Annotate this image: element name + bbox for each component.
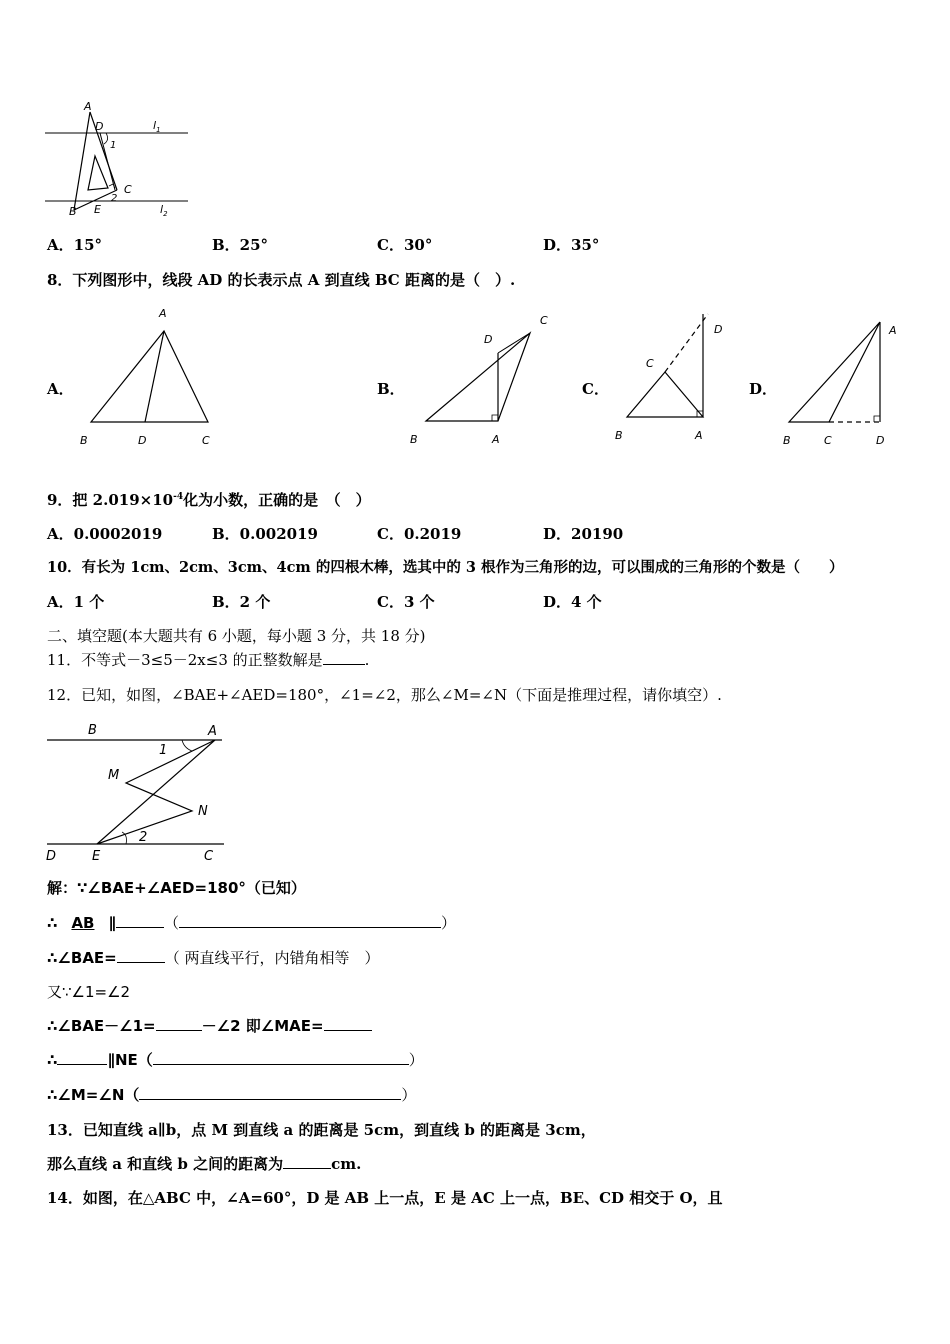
q12-figure	[42, 718, 232, 866]
q12-sol6-pre: ∴	[47, 1051, 58, 1069]
q13-stem-line-1: 13．已知直线 a∥b，点 M 到直线 a 的距离是 5cm，到直线 b 的距离是 3cm，	[47, 1121, 596, 1139]
q12-sol3-post: （ 两直线平行，内错角相等 ）	[164, 949, 380, 967]
q12-sol5-blank-1[interactable]	[156, 1016, 202, 1031]
triangle-ruler-inner	[88, 156, 108, 190]
q8-figure-b	[400, 308, 560, 453]
q13-line2-post: cm.	[331, 1155, 362, 1173]
q9-option-c[interactable]: C．0.2019	[377, 525, 462, 543]
fig12-label-d: D	[46, 849, 57, 864]
angle-1-arc	[182, 740, 192, 751]
angle-1-arc	[104, 133, 108, 144]
triangle-abc	[91, 331, 208, 422]
fig12-label-e: E	[92, 849, 101, 864]
q11-answer-blank[interactable]	[323, 650, 365, 665]
figb-label-b: B	[410, 433, 418, 446]
q12-sol7-post: ）	[401, 1086, 417, 1104]
figc-label-b: B	[615, 429, 623, 442]
q8-stem: 8．下列图形中，线段 AD 的长表示点 A 到直线 BC 距离的是（ ）.	[47, 271, 516, 289]
segment-ae	[97, 740, 215, 844]
q9-option-b[interactable]: B．0.002019	[212, 525, 318, 543]
fig7-label-e: E	[94, 203, 101, 216]
q12-sol2-parallel: ∥	[108, 914, 116, 932]
q12-solution-line-5	[47, 1016, 372, 1036]
fig12-label-c: C	[204, 849, 214, 864]
q12-sol6-mid: ∥NE（	[107, 1051, 153, 1069]
q10-option-a[interactable]: A．1 个	[47, 593, 105, 611]
q12-solution-line-7	[47, 1085, 416, 1105]
q7-option-d[interactable]: D．35°	[543, 236, 600, 254]
q12-sol3-blank[interactable]	[117, 948, 165, 963]
fig7-label-l2: $l_2$	[160, 203, 168, 218]
q12-sol2-answer-ab: AB	[71, 914, 95, 932]
figc-label-d: D	[714, 323, 723, 336]
q8-figure-a	[75, 302, 235, 452]
fig7-label-c: C	[124, 183, 132, 196]
q12-stem: 12．已知，如图，∠BAE+∠AED=180°，∠1=∠2，那么∠M=∠N（下面是推理过程，请你填空）.	[47, 686, 722, 704]
q12-solution-line-2	[47, 913, 456, 933]
q11-stem	[47, 650, 369, 670]
q8-option-a-label[interactable]: A．	[47, 380, 74, 398]
q12-sol6-blank-reason[interactable]	[153, 1050, 409, 1065]
q7-option-a[interactable]: A．15°	[47, 236, 103, 254]
fig7-label-l1: $l_1$	[153, 119, 161, 134]
triangle-abc	[426, 333, 530, 421]
figa-label-c: C	[202, 434, 210, 447]
fig7-label-d: D	[95, 120, 104, 133]
fig12-label-n: N	[198, 804, 208, 819]
q9-stem-exponent: -4	[173, 492, 184, 502]
q12-solution-line-4: 又∵∠1=∠2	[47, 983, 131, 1001]
figa-label-b: B	[80, 434, 88, 447]
q12-sol2-paren-right: ）	[441, 914, 457, 932]
q12-sol6-post: ）	[408, 1051, 424, 1069]
q13-line2-pre: 那么直线 a 和直线 b 之间的距离为	[47, 1155, 284, 1173]
q14-stem: 14．如图，在△ABC 中，∠A=60°，D 是 AB 上一点，E 是 AC 上一点，BE、CD 相交于 O，且	[47, 1189, 723, 1207]
q11-stem-pre: 11．不等式－3≤5－2x≤3 的正整数解是	[47, 651, 323, 669]
q8-figure-d	[775, 308, 915, 453]
q7-option-b[interactable]: B．25°	[212, 236, 269, 254]
q12-solution-line-3	[47, 948, 380, 968]
fig7-label-1: 1	[110, 140, 117, 151]
figa-label-d: D	[138, 434, 147, 447]
q12-sol2-therefore: ∴	[47, 914, 58, 932]
q10-option-b[interactable]: B．2 个	[212, 593, 271, 611]
q7-option-c[interactable]: C．30°	[377, 236, 433, 254]
q12-sol7-blank-reason[interactable]	[139, 1085, 401, 1100]
q13-stem-line-2	[47, 1154, 361, 1174]
q13-answer-blank[interactable]	[283, 1154, 331, 1169]
q8-option-d-label[interactable]: D．	[749, 380, 778, 398]
q11-stem-post: .	[364, 651, 370, 669]
q10-option-c[interactable]: C．3 个	[377, 593, 435, 611]
fig12-label-b: B	[88, 723, 97, 738]
figc-label-c: C	[646, 357, 654, 370]
fig12-label-2: 2	[139, 830, 148, 845]
q10-option-d[interactable]: D．4 个	[543, 593, 602, 611]
fig7-label-a: A	[84, 100, 92, 113]
q12-sol7-pre: ∴∠M=∠N（	[47, 1086, 140, 1104]
segment-cd	[498, 333, 530, 353]
q12-sol2-blank-line[interactable]	[116, 913, 164, 928]
figd-label-a: A	[889, 324, 897, 337]
q12-sol5-mid: －∠2 即∠MAE=	[201, 1017, 324, 1035]
triangle-abc	[789, 322, 880, 422]
q8-option-b-label[interactable]: B．	[377, 380, 405, 398]
fig12-label-m: M	[108, 768, 120, 783]
figa-label-a: A	[159, 307, 167, 320]
section-2-heading: 二、填空题(本大题共有 6 小题，每小题 3 分，共 18 分)	[47, 627, 426, 645]
fig7-label-2: 2	[111, 193, 118, 204]
q9-option-a[interactable]: A．0.0002019	[47, 525, 163, 543]
q12-sol5-blank-2[interactable]	[324, 1016, 372, 1031]
q12-sol2-blank-reason[interactable]	[179, 913, 441, 928]
q7-figure	[40, 98, 195, 223]
q8-figure-c	[610, 306, 740, 451]
q9-stem-post: 化为小数，正确的是 （ ）	[183, 491, 371, 509]
figd-label-b: B	[783, 434, 791, 447]
figb-label-c: C	[540, 314, 548, 327]
q12-sol6-blank-line[interactable]	[57, 1050, 107, 1065]
q8-option-c-label[interactable]: C．	[582, 380, 609, 398]
fig7-label-b: B	[69, 205, 77, 218]
q9-stem	[47, 487, 371, 510]
figb-label-d: D	[484, 333, 493, 346]
q12-sol2-paren-left: （	[163, 914, 179, 932]
q12-sol5-pre: ∴∠BAE－∠1=	[47, 1017, 156, 1035]
fig12-label-1: 1	[159, 743, 168, 758]
triangle-abc	[627, 372, 703, 417]
fig12-label-a: A	[208, 724, 217, 739]
segment-ad	[145, 331, 164, 422]
q10-stem: 10．有长为 1cm、2cm、3cm、4cm 的四根木棒，选其中的 3 根作为三角形的边，可以围成的三角形的个数是（ ）	[47, 559, 844, 576]
right-angle-mark	[492, 415, 498, 421]
q12-solution-line-1: 解：∵∠BAE+∠AED=180°（已知）	[47, 879, 306, 897]
q12-solution-line-6	[47, 1050, 424, 1070]
figc-label-a: A	[695, 429, 703, 442]
figd-label-c: C	[824, 434, 832, 447]
figd-label-d: D	[876, 434, 885, 447]
right-angle-mark	[874, 416, 880, 422]
extension-bc	[665, 314, 708, 372]
q9-stem-pre: 9．把 2.019×10	[47, 491, 174, 509]
q9-option-d[interactable]: D．20190	[543, 525, 624, 543]
figb-label-a: A	[492, 433, 500, 446]
q12-sol3-pre: ∴∠BAE=	[47, 949, 117, 967]
segment-ab	[74, 112, 90, 210]
